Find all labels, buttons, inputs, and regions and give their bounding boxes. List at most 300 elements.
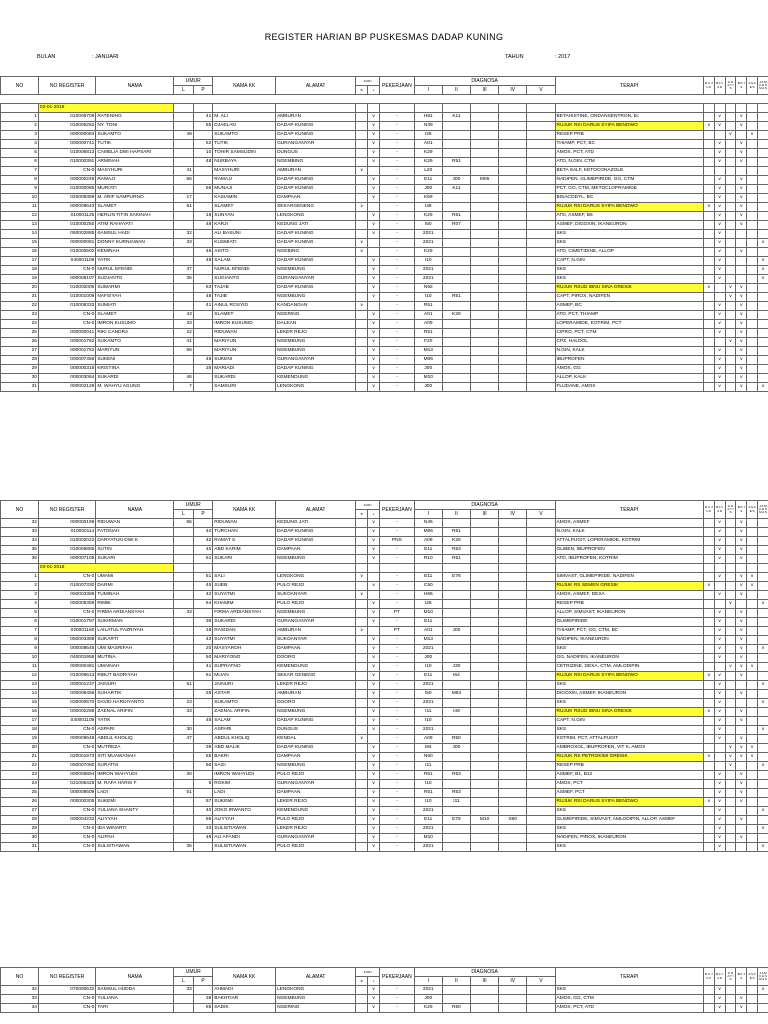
cell-diag-1: R51: [414, 328, 442, 337]
cell-bayar: [714, 744, 725, 753]
cell-rujuk: [703, 193, 714, 202]
cell-nama-kk: SALAM: [213, 256, 276, 265]
cell-diag-1: 2021: [414, 265, 442, 274]
cell-nama-kk: TURCHAN: [213, 528, 276, 537]
cell-gratis: [725, 573, 736, 582]
cell-gratis: [725, 211, 736, 220]
cell-no-register: CN-0: [38, 319, 95, 328]
cell-pekerjaan: -: [380, 364, 415, 373]
cell-pekerjaan: -: [380, 220, 415, 229]
cell-askes: [747, 247, 758, 256]
cell-diag-1: I10: [414, 798, 442, 807]
col-nama: NAMA: [96, 77, 174, 95]
cell-diag-2: [442, 645, 470, 654]
cell-askes: [747, 789, 758, 798]
cell-askes: [747, 301, 758, 310]
cell-no-register: 000002129: [38, 382, 95, 391]
cell-nama: ATIM RAHAYATI: [96, 220, 174, 229]
cell-bpjs: [736, 726, 747, 735]
cell-kunj-b: v: [356, 573, 368, 582]
cell-diag-1: L20: [414, 166, 442, 175]
cell-no: 5: [1, 609, 39, 618]
table-row: [1, 292, 768, 301]
cell-kunj-l: v: [368, 265, 380, 274]
cell-pekerjaan: -: [380, 699, 415, 708]
cell-nama-kk: MARIADI: [213, 364, 276, 373]
cell-alamat: GURANGANYAR: [276, 139, 356, 148]
cell-pekerjaan: PNS: [380, 537, 415, 546]
cell-terapi: N.GIN, KALK: [555, 528, 703, 537]
cell-bpjs: v: [736, 310, 747, 319]
cell-diag-1: I10: [414, 780, 442, 789]
cell-diag-3: [471, 717, 499, 726]
cell-kunj-b: [356, 816, 368, 825]
cell-kunj-b: v: [356, 591, 368, 600]
cell-diag-1: I25: [414, 600, 442, 609]
col-d2: II: [442, 977, 470, 986]
cell-terapi: AMOX, GG, CTM: [555, 995, 703, 1004]
cell-rujuk: [703, 310, 714, 319]
cell-umur-l: [174, 780, 193, 789]
cell-alamat: DADAP KUNING: [276, 537, 356, 546]
cell-gratis: [725, 537, 736, 546]
cell-jamkesmas: v: [758, 699, 768, 708]
cell-alamat: LEKER REJO: [276, 825, 356, 834]
cell-no: 6: [1, 618, 39, 627]
cell-gratis: [725, 717, 736, 726]
cell-alamat: DADAP KUNING: [276, 229, 356, 238]
cell-no: 12: [1, 672, 39, 681]
cell-askes: [747, 193, 758, 202]
cell-nama: NAFSIYAH: [96, 292, 174, 301]
cell-bayar: v: [714, 708, 725, 717]
cell-umur-l: [174, 672, 193, 681]
col-d4: IV: [499, 86, 527, 95]
cell-rujuk: [703, 995, 714, 1004]
cell-gratis: [725, 157, 736, 166]
cell-diag-2: [442, 726, 470, 735]
cell-kunj-b: [356, 121, 368, 130]
cell-umur-p: 48: [193, 717, 212, 726]
cell-diag-2: J30: [442, 663, 470, 672]
cell-kunj-l: v: [368, 843, 380, 852]
cell-jamkesmas: [758, 537, 768, 546]
cell-gratis: [725, 681, 736, 690]
cell-kunj-l: v: [368, 229, 380, 238]
col-d3: III: [471, 86, 499, 95]
cell-umur-p: 51: [193, 573, 212, 582]
cell-nama: MASYHURI: [96, 166, 174, 175]
cell-nama: RIDUWAN: [96, 519, 174, 528]
cell-umur-l: [174, 627, 193, 636]
cell-kunj-b: [356, 148, 368, 157]
cell-no: 22: [1, 301, 39, 310]
cell-diag-5: [527, 229, 555, 238]
cell-jamkesmas: [758, 328, 768, 337]
cell-no-register: 000008646: [38, 645, 95, 654]
col-alamat: ALAMAT: [276, 501, 356, 519]
cell-kunj-b: [356, 717, 368, 726]
cell-umur-p: 48: [193, 256, 212, 265]
table-row: [1, 373, 768, 382]
cell-bayar: [714, 753, 725, 762]
cell-no: 21: [1, 292, 39, 301]
cell-umur-p: 63: [193, 283, 212, 292]
cell-diag-1: E11: [414, 573, 442, 582]
cell-pekerjaan: -: [380, 310, 415, 319]
cell-no: 5: [1, 148, 39, 157]
cell-alamat: DOORO: [276, 699, 356, 708]
cell-bayar: v: [714, 681, 725, 690]
cell-gratis: [725, 591, 736, 600]
cell-gratis: [725, 519, 736, 528]
cell-diag-5: [527, 346, 555, 355]
cell-diag-3: [471, 780, 499, 789]
col-d3: III: [471, 510, 499, 519]
cell-bayar: v: [714, 229, 725, 238]
cell-nama: M. ARIF SAMPURNO: [96, 193, 174, 202]
table-row: [1, 627, 768, 636]
cell-nama-kk: DJAELAN: [213, 121, 276, 130]
cell-diag-3: [471, 265, 499, 274]
table-row: [1, 699, 768, 708]
cell-no-register: 000008107: [38, 274, 95, 283]
cell-diag-3: [471, 555, 499, 564]
cell-askes: [747, 157, 758, 166]
cell-umur-l: 35: [174, 274, 193, 283]
cell-diag-3: [471, 591, 499, 600]
cell-alamat: DALEAN: [276, 319, 356, 328]
cell-askes: [747, 627, 758, 636]
cell-nama-kk: SULISTIAWAN: [213, 843, 276, 852]
cell-alamat: SUKOANYAR: [276, 636, 356, 645]
cell-diag-4: [499, 627, 527, 636]
cell-diag-1: 2021: [414, 274, 442, 283]
cell-kunj-l: v: [368, 528, 380, 537]
cell-terapi: RUJUK RSI DARUS SYIFA BENOWO: [555, 798, 703, 807]
cell-alamat: DADAP KUNING: [276, 130, 356, 139]
cell-terapi: RUJUK RSI DARUS SYIFA BENOWO: [555, 672, 703, 681]
cell-bayar: [714, 663, 725, 672]
cell-diag-4: [499, 247, 527, 256]
cell-nama-kk: LADI: [213, 789, 276, 798]
cell-terapi: SKS: [555, 645, 703, 654]
table-row: [1, 726, 768, 735]
col-l: L: [174, 510, 193, 519]
cell-askes: [747, 798, 758, 807]
cell-no-register: 000008643: [38, 202, 95, 211]
cell-no-register: CN-0: [38, 995, 95, 1004]
cell-diag-2: I49: [442, 708, 470, 717]
cell-umur-p: 41: [193, 301, 212, 310]
cell-bpjs: v: [736, 672, 747, 681]
cell-rujuk: [703, 220, 714, 229]
cell-kunj-l: v: [368, 355, 380, 364]
table-row: [1, 555, 768, 564]
cell-nama-kk: SULISTIAWAN: [213, 825, 276, 834]
cell-rujuk: [703, 546, 714, 555]
cell-askes: [747, 202, 758, 211]
cell-pekerjaan: -: [380, 690, 415, 699]
cell-kunj-b: [356, 654, 368, 663]
cell-diag-5: [527, 986, 555, 995]
cell-gratis: [725, 789, 736, 798]
cell-jamkesmas: v: [758, 382, 768, 391]
cell-diag-5: [527, 591, 555, 600]
cell-rujuk: [703, 726, 714, 735]
cell-kunj-b: [356, 681, 368, 690]
cell-nama-kk: KARJI: [213, 220, 276, 229]
cell-terapi: ATTALPUGIT, LOPERAMIDE, KOTRIM: [555, 537, 703, 546]
cell-rujuk: [703, 319, 714, 328]
cell-no-register: 000000741: [38, 139, 95, 148]
cell-gratis: [725, 121, 736, 130]
cell-diag-2: [442, 121, 470, 130]
cell-umur-l: [174, 546, 193, 555]
col-no: NO: [1, 77, 39, 95]
cell-nama: KRISTINA: [96, 364, 174, 373]
col-m4: B P J S: [736, 501, 747, 519]
cell-nama-kk: AINUL ROSYID: [213, 301, 276, 310]
cell-terapi: RUJUK RS SEMEN GRESIK: [555, 582, 703, 591]
cell-nama-kk: SALI: [213, 573, 276, 582]
cell-diag-3: [471, 211, 499, 220]
cell-diag-1: H81: [414, 112, 442, 121]
cell-terapi: ATD, IBUPROFEN, KOTRIM: [555, 555, 703, 564]
cell-umur-l: 17: [174, 193, 193, 202]
cell-diag-4: [499, 328, 527, 337]
cell-rujuk: [703, 627, 714, 636]
cell-alamat: AMBURAN: [276, 166, 356, 175]
cell-no: 36: [1, 555, 39, 564]
cell-diag-5: [527, 319, 555, 328]
cell-diag-5: [527, 328, 555, 337]
cell-terapi: NADIFEN, IKANEURON: [555, 636, 703, 645]
cell-no-register: 010006813: [38, 148, 95, 157]
cell-no-register: 000008509: [38, 789, 95, 798]
cell-nama-kk: SUKAMTO: [213, 699, 276, 708]
cell-diag-5: [527, 175, 555, 184]
table-row: [1, 256, 768, 265]
cell-umur-p: [193, 843, 212, 852]
cell-alamat: NGEMBUNG: [276, 346, 356, 355]
cell-bpjs: [736, 229, 747, 238]
cell-alamat: NGEMBING: [276, 157, 356, 166]
cell-diag-3: [471, 328, 499, 337]
cell-diag-4: [499, 573, 527, 582]
cell-bayar: v: [714, 175, 725, 184]
cell-jamkesmas: [758, 220, 768, 229]
cell-diag-1: A09: [414, 735, 442, 744]
cell-diag-1: E11: [414, 816, 442, 825]
cell-pekerjaan: PT: [380, 627, 415, 636]
cell-gratis: [725, 798, 736, 807]
cell-pekerjaan: PT: [380, 609, 415, 618]
cell-no: 21: [1, 753, 39, 762]
cell-diag-2: R53: [442, 546, 470, 555]
cell-umur-l: 23: [174, 699, 193, 708]
cell-terapi: RUJUK RS PETROKIMI GRESIK: [555, 753, 703, 762]
cell-kunj-l: v: [368, 346, 380, 355]
cell-umur-p: [193, 986, 212, 995]
cell-pekerjaan: -: [380, 328, 415, 337]
col-kunj: KUNJ: [356, 968, 380, 977]
cell-kunj-b: [356, 771, 368, 780]
cell-kunj-l: v: [368, 193, 380, 202]
cell-nama-kk: SLAMET: [213, 202, 276, 211]
cell-diag-1: M06: [414, 528, 442, 537]
cell-diag-2: [442, 681, 470, 690]
cell-diag-3: [471, 112, 499, 121]
cell-nama-kk: IMRON WAHYUDI: [213, 771, 276, 780]
cell-bayar: v: [714, 843, 725, 852]
cell-diag-1: I11: [414, 762, 442, 771]
cell-askes: [747, 834, 758, 843]
cell-kunj-b: v: [356, 627, 368, 636]
cell-umur-l: [174, 618, 193, 627]
cell-alamat: NGEMBUNG: [276, 708, 356, 717]
cell-diag-4: [499, 193, 527, 202]
cell-askes: [747, 148, 758, 157]
bulan-label: BULAN: [37, 54, 56, 60]
cell-diag-3: [471, 618, 499, 627]
cell-terapi: GLIBEN, IBUPROFEN: [555, 546, 703, 555]
cell-no: 1: [1, 112, 39, 121]
cell-diag-3: M10: [471, 816, 499, 825]
cell-bayar: [714, 130, 725, 139]
cell-nama: IMRON KUSUMO: [96, 319, 174, 328]
cell-diag-5: [527, 238, 555, 247]
cell-bayar: v: [714, 789, 725, 798]
cell-askes: [747, 382, 758, 391]
cell-umur-p: [193, 382, 212, 391]
cell-nama: SUKARTI: [96, 636, 174, 645]
cell-umur-l: [174, 690, 193, 699]
cell-rujuk: [703, 771, 714, 780]
cell-nama-kk: SUNYAN: [213, 211, 276, 220]
cell-askes: [747, 211, 758, 220]
table-row: [1, 238, 768, 247]
cell-jamkesmas: [758, 609, 768, 618]
bulan-value: : JANUARI: [92, 54, 119, 60]
cell-diag-1: E11: [414, 546, 442, 555]
cell-alamat: LENGKONG: [276, 382, 356, 391]
cell-alamat: AMBURAN: [276, 627, 356, 636]
cell-kunj-l: [368, 247, 380, 256]
cell-bayar: v: [714, 717, 725, 726]
cell-nama-kk: JAINURI: [213, 681, 276, 690]
cell-diag-3: [471, 519, 499, 528]
cell-kunj-b: [356, 229, 368, 238]
cell-jamkesmas: v: [758, 726, 768, 735]
cell-diag-1: M10: [414, 834, 442, 843]
cell-nama: YULIANA: [96, 995, 174, 1004]
cell-kunj-l: v: [368, 373, 380, 382]
cell-kunj-l: v: [368, 292, 380, 301]
cell-nama: MUTREZA: [96, 744, 174, 753]
table-row: [1, 283, 768, 292]
cell-askes: [747, 265, 758, 274]
cell-kunj-b: [356, 798, 368, 807]
cell-pekerjaan: -: [380, 112, 415, 121]
cell-jamkesmas: [758, 780, 768, 789]
cell-kunj-l: v: [368, 328, 380, 337]
cell-nama-kk: BAKHTIAR: [213, 995, 276, 1004]
cell-diag-2: [442, 807, 470, 816]
cell-pekerjaan: -: [380, 382, 415, 391]
cell-umur-l: [174, 301, 193, 310]
col-l2: L: [368, 977, 380, 986]
cell-pekerjaan: -: [380, 780, 415, 789]
cell-terapi: CIPRO, PCT, CTM: [555, 328, 703, 337]
cell-terapi: BISACODYL, BC: [555, 193, 703, 202]
cell-alamat: DADAP KUNING: [276, 238, 356, 247]
cell-diag-4: [499, 112, 527, 121]
cell-alamat: DAMPAAN: [276, 789, 356, 798]
cell-diag-2: [442, 364, 470, 373]
cell-diag-5: [527, 663, 555, 672]
cell-alamat: NGERING: [276, 1004, 356, 1013]
cell-kunj-b: [356, 310, 368, 319]
cell-jamkesmas: [758, 319, 768, 328]
cell-diag-4: [499, 319, 527, 328]
cell-diag-5: [527, 816, 555, 825]
cell-nama: YATIK: [96, 256, 174, 265]
cell-diag-5: [527, 600, 555, 609]
cell-diag-1: K29: [414, 157, 442, 166]
cell-diag-2: [442, 717, 470, 726]
cell-umur-p: [193, 789, 212, 798]
cell-gratis: v: [725, 600, 736, 609]
cell-diag-1: I10: [414, 663, 442, 672]
cell-nama-kk: TAJIB: [213, 292, 276, 301]
cell-nama-kk: ABD KARIM: [213, 546, 276, 555]
cell-diag-5: [527, 780, 555, 789]
cell-diag-3: [471, 708, 499, 717]
cell-kunj-l: v: [368, 130, 380, 139]
cell-no-register: 000003064: [38, 373, 95, 382]
cell-umur-l: 33: [174, 319, 193, 328]
cell-kunj-l: v: [368, 816, 380, 825]
col-umur: UMUR: [174, 501, 213, 510]
cell-pekerjaan: -: [380, 247, 415, 256]
cell-nama-kk: ASITO: [213, 247, 276, 256]
cell-kunj-l: v: [368, 382, 380, 391]
cell-askes: [747, 825, 758, 834]
cell-diag-3: [471, 121, 499, 130]
cell-jamkesmas: [758, 175, 768, 184]
cell-gratis: [725, 373, 736, 382]
cell-bayar: v: [714, 220, 725, 229]
cell-diag-4: [499, 157, 527, 166]
cell-diag-2: R51: [442, 528, 470, 537]
cell-kunj-b: [356, 825, 368, 834]
cell-rujuk: [703, 130, 714, 139]
cell-umur-p: 60: [193, 654, 212, 663]
cell-no-register: 000000084: [38, 130, 95, 139]
cell-jamkesmas: v: [758, 807, 768, 816]
cell-no: 18: [1, 726, 39, 735]
cell-kunj-l: [368, 735, 380, 744]
cell-no-register: 000007105: [38, 555, 95, 564]
cell-kunj-l: v: [368, 690, 380, 699]
cell-nama: SUTIN: [96, 546, 174, 555]
cell-diag-2: R51: [442, 211, 470, 220]
cell-diag-4: [499, 229, 527, 238]
cell-bayar: v: [714, 672, 725, 681]
cell-alamat: PULO REJO: [276, 771, 356, 780]
cell-terapi: RESEP PRB: [555, 600, 703, 609]
